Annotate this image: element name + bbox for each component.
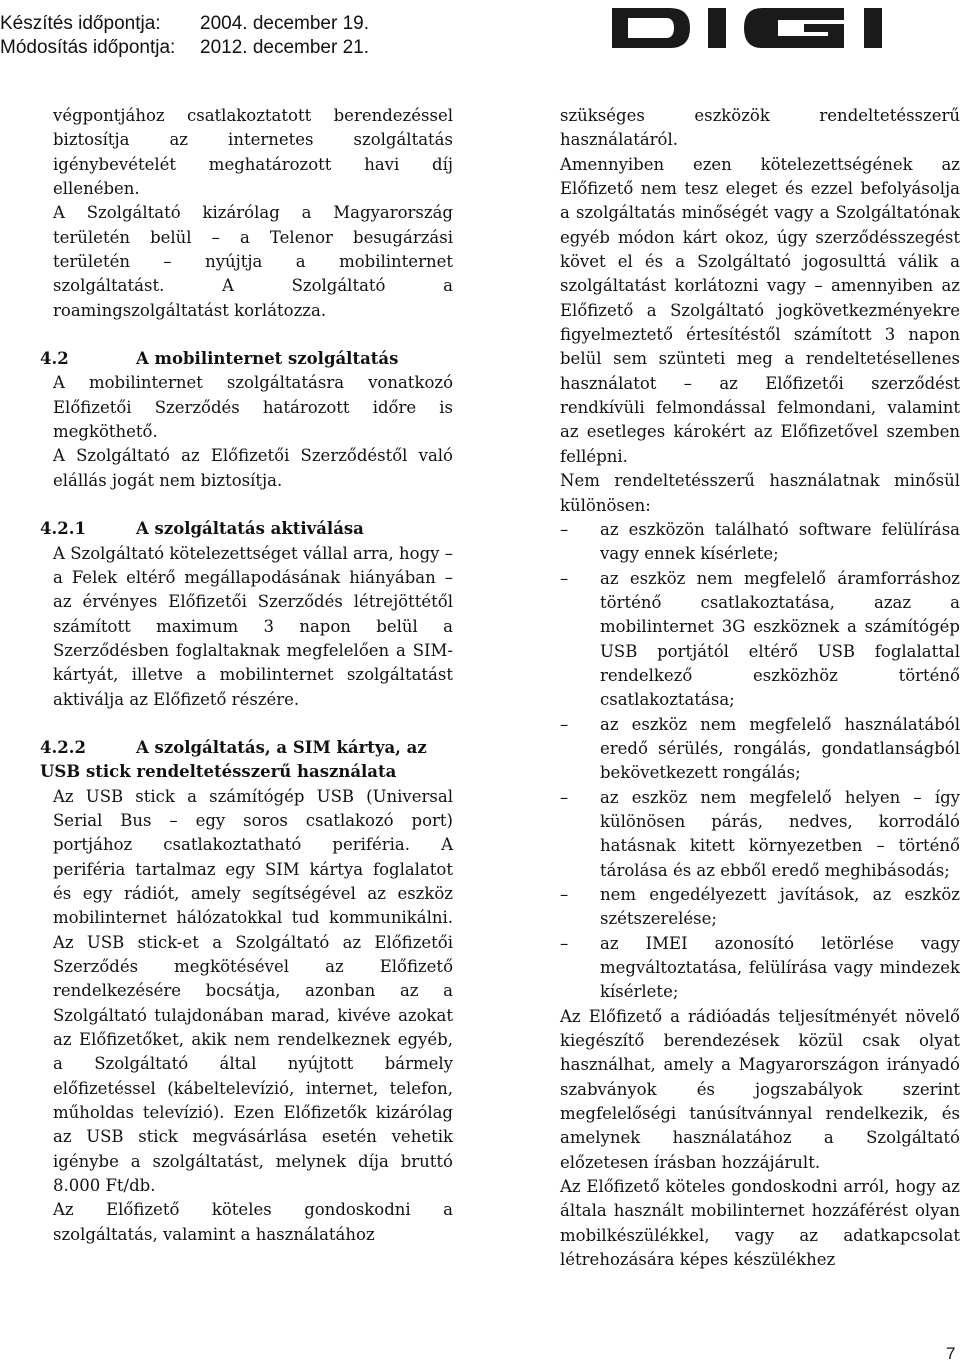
created-value: 2004. december 19. (200, 13, 370, 34)
list-dash: – (560, 885, 569, 904)
paragraph: A Szolgáltató az Előfizetői Szerződéstől való elállás jogát nem biztosítja. (53, 446, 453, 490)
list-item (560, 932, 960, 1005)
list-item-text: az eszközön található software felülírása vagy ennek kísérlete; (600, 519, 960, 564)
list-item-text: az eszköz nem megfelelő használatából eredő sérülés, rongálás, gondatlanságból bekövetkezett rongálás; (600, 714, 960, 783)
list-item (560, 883, 960, 932)
list-item (560, 713, 960, 786)
section-number: 4.2.1 (40, 519, 86, 539)
paragraph: Az Előfizető köteles gondoskodni arról, hogy az általa használt mobilinternet hozzáférést olyan mobilkészülékkel, vagy az adatkapcsolat létrehozására képes készülékhez (560, 1177, 960, 1270)
paragraph: A Szolgáltató kötelezettséget vállal arra, hogy – a Felek eltérő megállapodásának hiányában – az érvényes Előfizetői Szerződés létrejöttétől számított maximum 3 napon belül a Szerződésben foglaltaknak megfelelően a SIM-kártyát, illetve a mobilinternet szolgáltatást aktiválja az Előfizető részére. (53, 543, 453, 709)
modified-label: Módosítás időpontja: (0, 37, 176, 58)
list-dash: – (560, 787, 569, 807)
list-item-text: az eszköz nem megfelelő áramforráshoz történő csatlakoztatása, azaz a mobilinternet 3G eszköznek a számítógép USB portjától eltérő USB foglalattal rendelkező eszközhöz történő csatlakoztatása; (600, 568, 960, 710)
section-title: A mobilinternet szolgáltatás (136, 349, 399, 369)
paragraph: Az USB stick a számítógép USB (Universal Serial Bus – egy soros csatlakozó port) portjához csatlakoztatható periféria. A periféria tartalmaz egy SIM kártya foglalatot és egy rádiót, amely segítségével az eszköz mobilinternet hálózatokkal tud kommunikálni. Az USB stick-et a Szolgáltató az Előfizetői Szerződés megkötésével az Előfizető rendelkezésére bocsátja, azonban az a Szolgáltató tulajdonában marad, kivéve azokat az Előfizetőket, akik nem rendelkeznek egyéb, a Szolgáltató által nyújtott bármely előfizetéssel (kábeltelevízió, internet, telefon, műholdas televízió). Ezen Előfizetők kizárólag az USB stick megvásárlása esetén vehetik igénybe a szolgáltatást, melynek díja bruttó 8.000 Ft/db. (53, 786, 453, 1196)
paragraph: A Szolgáltató kizárólag a Magyarország területén belül – a Telenor besugárzási területén – nyújtja a mobilinternet szolgáltatást. A Szolgáltató a roamingszolgáltatást korlátozza. (53, 203, 453, 320)
paragraph: Az Előfizető köteles gondoskodni a szolgáltatás, valamint a használatához (53, 1200, 453, 1244)
paragraph: Amennyiben ezen kötelezettségének az Előfizető nem tesz eleget és ezzel befolyásolja a szolgáltatás minőségét vagy a Szolgáltatónak egyéb módon kárt okoz, úgy szerződésszegést követ el és a Szolgáltató jogosulttá válik a szolgáltatást korlátozni vagy – amennyiben az Előfizető a Szolgáltató jogkövetkezményekre figyelmeztető értesítéstől számított 3 napon belül sem szünteti meg a rendeltetésellenes használatot – az Előfizetői szerződést rendkívüli felmondással felmondani, valamint az esetleges károkért az Előfizetővel szemben fellépni. (560, 154, 960, 466)
paragraph: Nem rendeltetésszerű használatnak minősül különösen: (560, 471, 960, 515)
list-item-text: nem engedélyezett javítások, az eszköz szétszerelése; (600, 885, 960, 929)
digi-logo (612, 4, 942, 52)
section-title: USB stick rendeltetésszerű használata (40, 762, 397, 782)
section-number: 4.2.2 (40, 737, 86, 757)
created-label: Készítés időpontja: (0, 13, 161, 34)
section-title: A szolgáltatás, a SIM kártya, az (136, 737, 427, 757)
list-dash: – (560, 714, 569, 734)
section-heading-4-2-1 (40, 517, 453, 541)
list-item (560, 518, 960, 567)
paragraph: A mobilinternet szolgáltatásra vonatkozó Előfizetői Szerződés határozott időre is megköthető. (53, 373, 453, 442)
modified-value: 2012. december 21. (200, 37, 370, 58)
document-header (0, 12, 470, 60)
misuse-list (560, 518, 960, 1005)
list-item (560, 567, 960, 713)
list-item-text: az IMEI azonosító letörlése vagy megváltoztatása, felülírása vagy mindezek kísérlete; (600, 933, 960, 1002)
page-number: 7 (946, 1344, 956, 1363)
list-dash: – (560, 933, 569, 953)
section-heading-4-2 (40, 347, 453, 371)
list-dash: – (560, 519, 569, 539)
paragraph: Az Előfizető a rádióadás teljesítményét növelő kiegészítő berendezések közül csak olyat használhat, amely a Magyarországon irányadó szabványok és jogszabályok szerint megfelelőségi tanúsítvánnyal rendelkezik, és amelynek használatához a Szolgáltató előzetesen írásban hozzájárult. (560, 1006, 960, 1172)
section-heading-4-2-2 (40, 736, 453, 760)
paragraph: végpontjához csatlakoztatott berendezéssel biztosítja az internetes szolgáltatás igénybevételét meghatározott havi díj ellenében. (53, 106, 453, 199)
left-column (40, 104, 453, 1247)
section-title: A szolgáltatás aktiválása (136, 519, 364, 539)
right-column (560, 104, 960, 1273)
list-item (560, 786, 960, 883)
modified-row (0, 36, 470, 60)
paragraph: szükséges eszközök rendeltetésszerű használatáról. (560, 106, 960, 150)
list-item-text: az eszköz nem megfelelő helyen – így különösen párás, nedves, korrodáló hatásnak kitett környezetben – történő tárolása és az ebből eredő meghibásodás; (600, 787, 960, 880)
section-title-continued (40, 760, 453, 784)
created-row (0, 12, 470, 36)
list-dash: – (560, 568, 569, 588)
section-number: 4.2 (40, 349, 69, 369)
